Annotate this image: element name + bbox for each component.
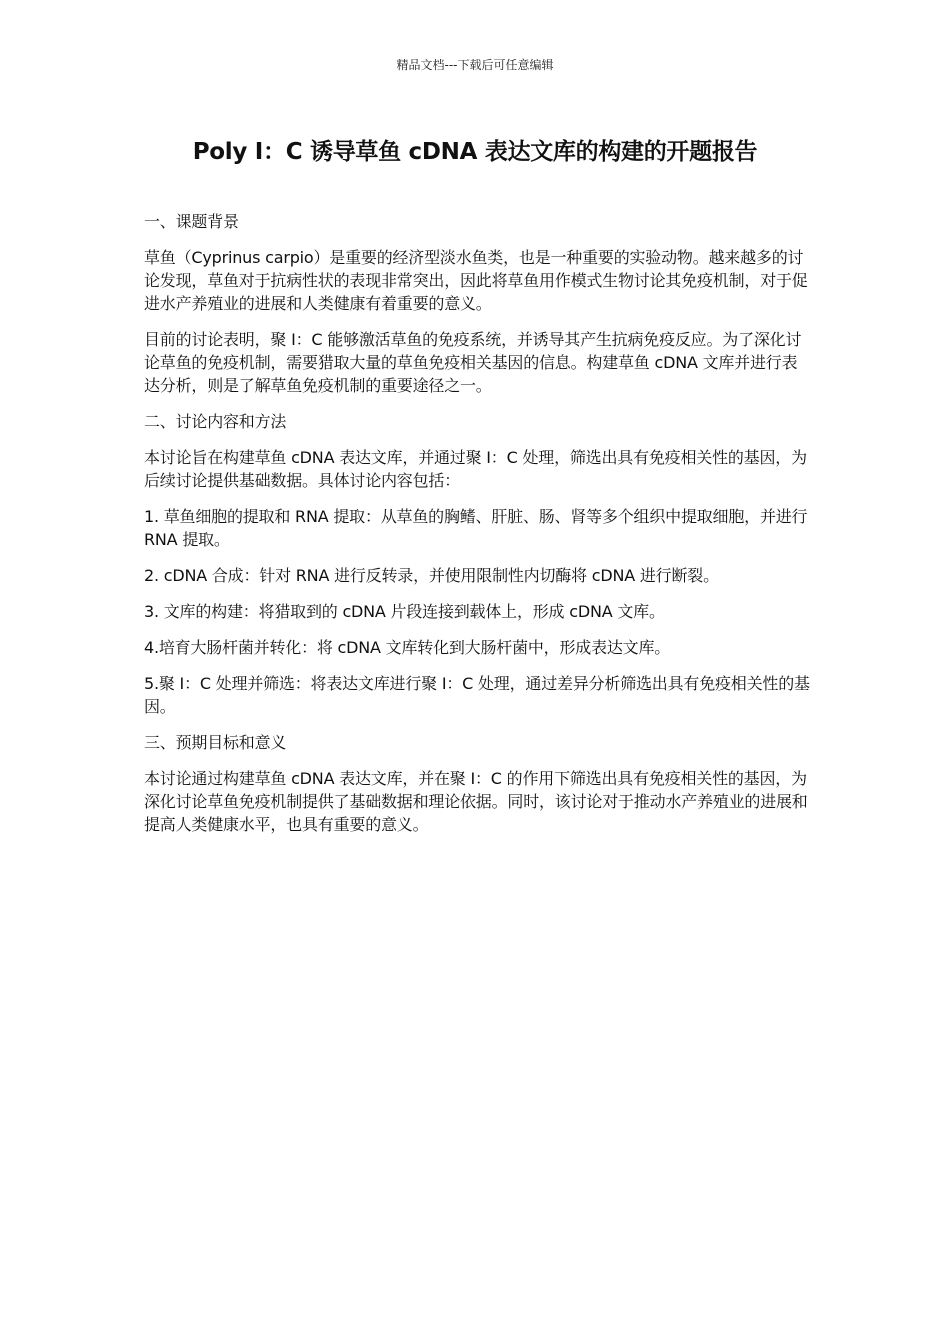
paragraph: 本讨论通过构建草鱼 cDNA 表达文库，并在聚 I：C 的作用下筛选出具有免疫相关性的基因，为深化讨论草鱼免疫机制提供了基础数据和理论依据。同时，该讨论对于推动水产养殖业的进展和提高人类健康水平，也具有重要的意义。 [144,769,808,834]
list-item: 4.培育大肠杆菌并转化：将 cDNA 文库转化到大肠杆菌中，形成表达文库。 [144,638,671,657]
section-heading-goals: 三、预期目标和意义 [144,733,287,752]
list-item: 3. 文库的构建：将猎取到的 cDNA 片段连接到载体上，形成 cDNA 文库。 [144,602,665,621]
list-item: 1. 草鱼细胞的提取和 RNA 提取：从草鱼的胸鳍、肝脏、肠、肾等多个组织中提取细胞，并进行 RNA 提取。 [144,507,808,549]
list-item: 5.聚 I：C 处理并筛选：将表达文库进行聚 I：C 处理，通过差异分析筛选出具有免疫相关性的基因。 [144,674,810,716]
paragraph: 目前的讨论表明，聚 I：C 能够激活草鱼的免疫系统，并诱导其产生抗病免疫反应。为了深化讨论草鱼的免疫机制，需要猎取大量的草鱼免疫相关基因的信息。构建草鱼 cDNA 文库并进行表达分析，则是了解草鱼免疫机制的重要途径之一。 [144,330,802,395]
paragraph: 草鱼（Cyprinus carpio）是重要的经济型淡水鱼类，也是一种重要的实验动物。越来越多的讨论发现，草鱼对于抗病性状的表现非常突出，因此将草鱼用作模式生物讨论其免疫机制，对于促进水产养殖业的进展和人类健康有着重要的意义。 [144,248,808,313]
document-title: Poly I：C 诱导草鱼 cDNA 表达文库的构建的开题报告 [192,139,758,165]
document-body [144,210,810,849]
section-heading-methods: 二、讨论内容和方法 [144,412,287,431]
header-note: 精品文档---下载后可任意编辑 [396,58,554,72]
paragraph: 本讨论旨在构建草鱼 cDNA 表达文库，并通过聚 I：C 处理，筛选出具有免疫相关性的基因，为后续讨论提供基础数据。具体讨论内容包括： [144,448,807,490]
section-heading-background: 一、课题背景 [144,212,239,231]
list-item: 2. cDNA 合成：针对 RNA 进行反转录，并使用限制性内切酶将 cDNA 进行断裂。 [144,566,719,585]
